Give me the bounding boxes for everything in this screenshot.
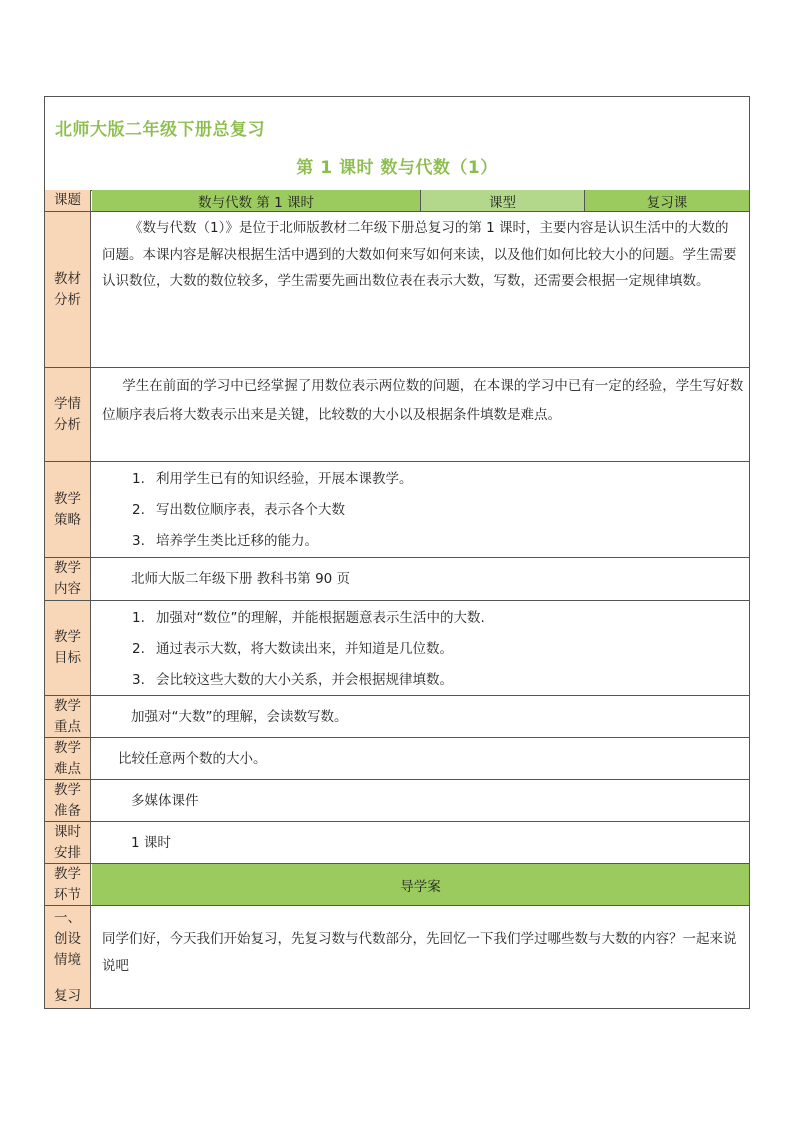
list-item: 3. 培养学生类比迁移的能力。 (132, 533, 318, 549)
lesson-type-label: 课型 (421, 190, 585, 211)
section-one-label (45, 906, 91, 1008)
difficulty-row (45, 738, 749, 780)
content-cell (92, 558, 749, 600)
list-item: 3. 会比较这些大数的大小关系，并会根据规律填数。 (132, 672, 453, 688)
textbook-analysis-text: 《数与代数（1）》是位于北师版教材二年级下册总复习的第 1 课时，主要内容是认识生活中的大数的问题。本课内容是解决根据生活中遇到的大数如何来写如何来读，以及他们如何比较大小的问题。学生需要认识数位，大数的数位较多，学生需要先画出数位表在表示大数，写数，还需要会根据一定规律填数。 (102, 220, 737, 289)
schedule-row (45, 822, 749, 864)
topic-row (45, 190, 749, 212)
preparation-cell (92, 780, 749, 821)
document-title: 北师大版二年级下册总复习 (55, 120, 265, 140)
list-item: 2. 写出数位顺序表，表示各个大数 (132, 502, 345, 518)
section-one-cell (92, 906, 749, 1008)
section-one-label-bottom: 复习 (54, 988, 81, 1004)
textbook-analysis-row (45, 212, 749, 368)
schedule-text: 1 课时 (131, 834, 171, 851)
strategy-cell (92, 462, 749, 557)
strategy-label: 教学策略 (45, 462, 91, 557)
student-analysis-label: 学情分析 (45, 368, 91, 461)
schedule-label: 课时安排 (45, 822, 91, 863)
content-label: 教学内容 (45, 558, 91, 600)
student-analysis-cell (92, 368, 749, 461)
list-item: 2. 通过表示大数，将大数读出来，并知道是几位数。 (132, 641, 453, 657)
difficulty-label: 教学难点 (45, 738, 91, 779)
goals-row (45, 601, 749, 696)
stage-row (45, 864, 749, 906)
schedule-cell (92, 822, 749, 863)
preparation-label: 教学准备 (45, 780, 91, 821)
difficulty-cell (92, 738, 749, 779)
key-point-row (45, 696, 749, 738)
topic-label: 课题 (45, 190, 91, 211)
key-point-label: 教学重点 (45, 696, 91, 737)
section-one-row (45, 906, 749, 1008)
lesson-type-value: 复习课 (585, 190, 749, 211)
preparation-text: 多媒体课件 (131, 792, 199, 809)
lesson-plan-table (44, 96, 750, 1009)
topic-value: 数与代数 第 1 课时 (92, 190, 421, 211)
stage-value: 导学案 (92, 864, 749, 905)
textbook-analysis-label: 教材分析 (45, 212, 91, 367)
section-one-label-top: 一、创设情境 (54, 910, 81, 968)
key-point-cell (92, 696, 749, 737)
strategy-row (45, 462, 749, 558)
difficulty-text: 比较任意两个数的大小。 (118, 750, 267, 767)
lesson-title: 第 1 课时 数与代数（1） (296, 158, 498, 178)
stage-label: 教学环节 (45, 864, 91, 905)
list-item: 1. 利用学生已有的知识经验，开展本课教学。 (132, 471, 413, 487)
document-header (45, 97, 749, 191)
student-analysis-text: 学生在前面的学习中已经掌握了用数位表示两位数的问题，在本课的学习中已有一定的经验，学生写好数位顺序表后将大数表示出来是关键，比较数的大小以及根据条件填数是难点。 (102, 378, 744, 423)
student-analysis-row (45, 368, 749, 462)
preparation-row (45, 780, 749, 822)
content-row (45, 558, 749, 601)
key-point-text: 加强对“大数”的理解，会读数写数。 (131, 708, 348, 725)
goals-cell (92, 601, 749, 695)
section-one-text: 同学们好，今天我们开始复习，先复习数与代数部分，先回忆一下我们学过哪些数与大数的内容？一起来说说吧 (102, 931, 737, 974)
content-text: 北师大版二年级下册 教科书第 90 页 (131, 571, 351, 587)
textbook-analysis-cell (92, 212, 749, 367)
goals-label: 教学目标 (45, 601, 91, 695)
list-item: 1. 加强对“数位”的理解，并能根据题意表示生活中的大数. (132, 610, 485, 626)
